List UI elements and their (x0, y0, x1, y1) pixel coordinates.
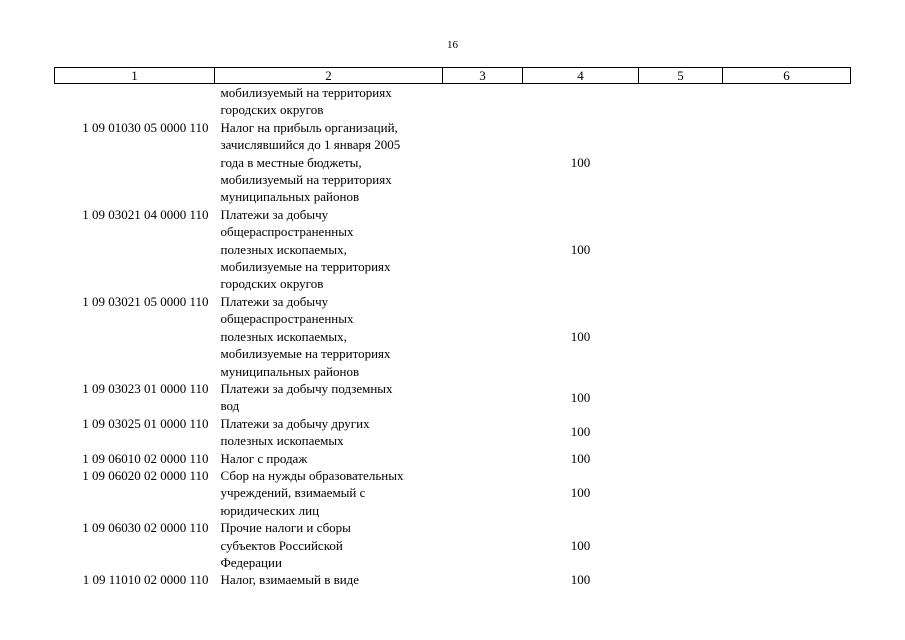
table-row (55, 467, 851, 519)
value-cell-c4 (523, 84, 639, 119)
revenue-name-line: Прочие налоги и сборы (220, 520, 351, 536)
revenue-name-cell (215, 415, 443, 450)
column-header-6: 6 (723, 68, 851, 84)
revenue-name-line: мобилизуемый на территориях (220, 85, 392, 100)
value-cell-c3 (443, 119, 523, 206)
value-cell-c3 (443, 571, 523, 588)
value-cell-c3 (443, 415, 523, 450)
column-header-2: 2 (215, 68, 443, 84)
revenue-code-cell: 1 09 03025 01 0000 110 (82, 415, 209, 431)
revenue-name-cell (215, 380, 443, 415)
header-row (55, 68, 851, 84)
value-cell-c6 (723, 571, 851, 588)
revenue-name-cell (215, 119, 443, 206)
value-cell-c6 (723, 119, 851, 206)
value-cell-c3 (443, 206, 523, 293)
value-cell-c3 (443, 293, 523, 380)
value-cell-c6 (723, 415, 851, 450)
value-cell-c5 (639, 84, 723, 119)
revenue-name-line: Платежи за добычу (220, 206, 329, 222)
value-cell-c5 (639, 119, 723, 206)
value-cell-c5 (639, 293, 723, 380)
value-cell-c4: 100 (570, 450, 591, 466)
revenue-name-line: муниципальных районов (220, 363, 360, 379)
revenue-code-cell: 1 09 03021 04 0000 110 (82, 206, 209, 222)
revenue-name-line: Налог, взимаемый в виде (220, 572, 360, 588)
revenue-name-line: года в местные бюджеты, (220, 154, 362, 170)
value-cell-c3 (443, 450, 523, 467)
revenue-name-line: Платежи за добычу подземных (220, 380, 393, 396)
column-header-3: 3 (443, 68, 523, 84)
value-cell-c6 (723, 467, 851, 519)
revenue-name-cell (215, 571, 443, 588)
revenue-name-line: Сбор на нужды образовательных (220, 467, 404, 483)
value-cell-c3 (443, 519, 523, 571)
table-row (55, 415, 851, 450)
revenue-name-line: зачислявшийся до 1 января 2005 (220, 137, 401, 153)
value-cell-c4: 100 (570, 154, 591, 170)
revenue-name-line: мобилизуемые на территориях (220, 259, 391, 275)
value-cell-c5 (639, 467, 723, 519)
value-cell-c6 (723, 380, 851, 415)
revenue-name-line: Платежи за добычу (220, 293, 329, 309)
revenue-name-line: Федерации (220, 554, 282, 570)
revenue-name-line: общераспространенных (220, 311, 354, 327)
revenue-name-line: муниципальных районов (220, 189, 360, 205)
revenue-code-cell (55, 84, 215, 119)
revenue-name-line: полезных ископаемых, (220, 328, 347, 344)
table-row (55, 84, 851, 119)
revenue-code-cell: 1 09 03021 05 0000 110 (82, 293, 209, 309)
value-cell-c6 (723, 519, 851, 571)
revenue-code-cell: 1 09 01030 05 0000 110 (82, 119, 209, 135)
value-cell-c6 (723, 206, 851, 293)
value-cell-c4: 100 (570, 424, 591, 440)
table-body (55, 84, 851, 589)
table-row (55, 119, 851, 206)
revenue-name-line: полезных ископаемых (220, 433, 344, 449)
table-row (55, 571, 851, 588)
revenue-name-cell (215, 519, 443, 571)
revenue-name-cell (215, 467, 443, 519)
value-cell-c5 (639, 415, 723, 450)
revenue-name-cell (215, 84, 443, 119)
column-header-1: 1 (55, 68, 215, 84)
table-row (55, 380, 851, 415)
revenue-code-cell: 1 09 11010 02 0000 110 (82, 572, 209, 588)
value-cell-c4: 100 (570, 537, 591, 553)
revenue-name-line: городских округов (220, 102, 324, 118)
value-cell-c5 (639, 380, 723, 415)
value-cell-c6 (723, 84, 851, 119)
revenue-name-cell (215, 450, 443, 467)
revenue-code-cell: 1 09 06030 02 0000 110 (82, 520, 209, 536)
value-cell-c6 (723, 293, 851, 380)
revenue-name-line: городских округов (220, 276, 324, 292)
revenue-name-line: субъектов Российской (220, 537, 343, 553)
value-cell-c3 (443, 467, 523, 519)
value-cell-c4: 100 (570, 572, 591, 588)
revenue-name-line: юридических лиц (220, 502, 320, 518)
table-row (55, 293, 851, 380)
value-cell-c4: 100 (570, 241, 591, 257)
revenue-code-cell: 1 09 06010 02 0000 110 (82, 450, 209, 466)
column-header-4: 4 (523, 68, 639, 84)
value-cell-c5 (639, 450, 723, 467)
revenue-name-line: вод (220, 398, 240, 414)
table-header (55, 68, 851, 84)
revenue-name-line: Платежи за добычу других (220, 415, 370, 431)
revenue-name-cell (215, 293, 443, 380)
revenue-name-line: общераспространенных (220, 224, 354, 240)
value-cell-c5 (639, 206, 723, 293)
table-row (55, 519, 851, 571)
value-cell-c6 (723, 450, 851, 467)
value-cell-c3 (443, 380, 523, 415)
revenue-codes-table (54, 67, 851, 589)
table-row (55, 206, 851, 293)
value-cell-c4: 100 (570, 389, 591, 405)
value-cell-c5 (639, 571, 723, 588)
value-cell-c5 (639, 519, 723, 571)
revenue-name-line: мобилизуемые на территориях (220, 346, 391, 362)
column-header-5: 5 (639, 68, 723, 84)
table-row (55, 450, 851, 467)
revenue-name-line: мобилизуемый на территориях (220, 172, 392, 188)
value-cell-c4: 100 (570, 328, 591, 344)
value-cell-c4: 100 (570, 485, 591, 501)
revenue-code-cell: 1 09 06020 02 0000 110 (82, 467, 209, 483)
revenue-name-line: учреждений, взимаемый с (220, 485, 366, 501)
page-number: 16 (447, 39, 458, 51)
revenue-code-cell: 1 09 03023 01 0000 110 (82, 380, 209, 396)
revenue-name-cell (215, 206, 443, 293)
revenue-name-line: полезных ископаемых, (220, 241, 347, 257)
revenue-name-line: Налог на прибыль организаций, (220, 119, 398, 135)
value-cell-c3 (443, 84, 523, 119)
revenue-name-line: Налог с продаж (220, 450, 308, 466)
